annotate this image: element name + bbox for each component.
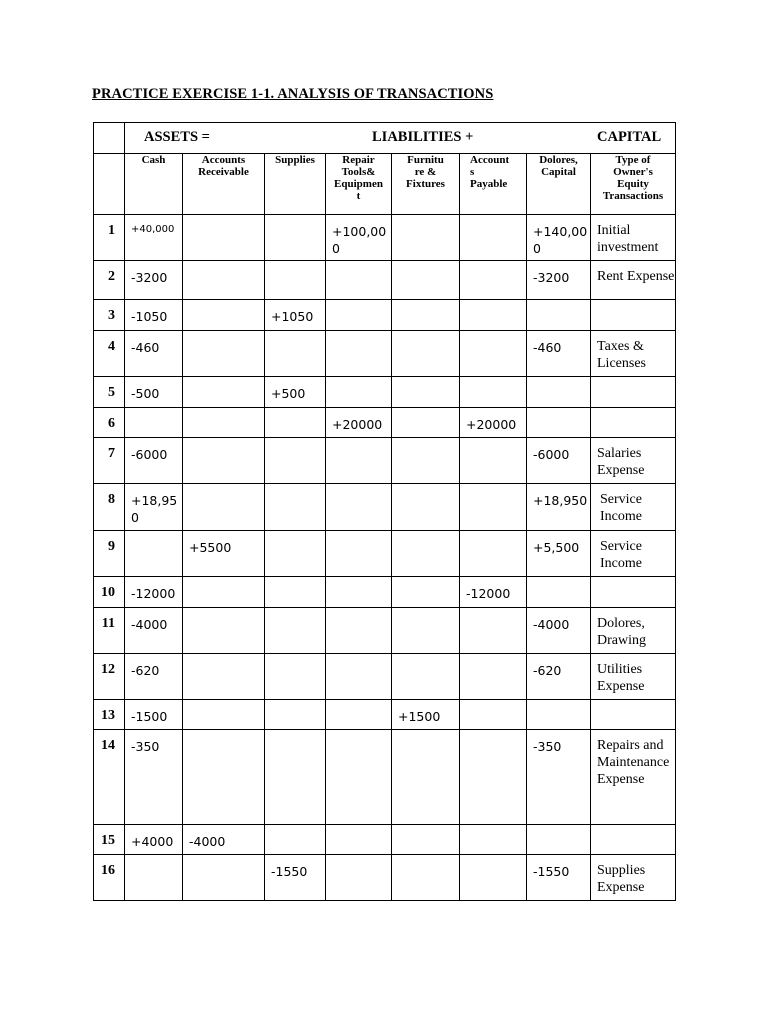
cell-cash: +40,000 — [125, 215, 183, 261]
cell-equity-type — [591, 577, 676, 608]
transaction-number: 7 — [94, 438, 125, 484]
equation-banner — [125, 123, 676, 154]
cell-receivable — [183, 331, 265, 377]
cell-equity-type: Supplies Expense — [591, 855, 676, 901]
cell-repair — [326, 654, 392, 700]
cell-capital: -4000 — [527, 608, 591, 654]
cell-equity-type: Service Income — [591, 531, 676, 577]
cell-repair — [326, 438, 392, 484]
cell-receivable: +5500 — [183, 531, 265, 577]
cell-capital: -3200 — [527, 261, 591, 300]
cell-payable — [460, 608, 527, 654]
cell-capital: -350 — [527, 730, 591, 825]
transaction-number: 11 — [94, 608, 125, 654]
cell-receivable — [183, 438, 265, 484]
cell-equity-type: Service Income — [591, 484, 676, 531]
header-corner-cell — [94, 154, 125, 215]
transaction-number: 12 — [94, 654, 125, 700]
cell-repair — [326, 531, 392, 577]
cell-capital: -620 — [527, 654, 591, 700]
cell-supplies — [265, 577, 326, 608]
cell-equity-type: Rent Expense — [591, 261, 676, 300]
cell-supplies: -1550 — [265, 855, 326, 901]
cell-equity-type — [591, 408, 676, 438]
transaction-number: 8 — [94, 484, 125, 531]
cell-cash: +18,950 — [125, 484, 183, 531]
cell-cash — [125, 408, 183, 438]
cell-cash: -350 — [125, 730, 183, 825]
cell-furniture — [392, 215, 460, 261]
transaction-number: 4 — [94, 331, 125, 377]
transaction-number: 15 — [94, 825, 125, 855]
table-row — [94, 377, 676, 408]
cell-cash: -3200 — [125, 261, 183, 300]
cell-equity-type: Utilities Expense — [591, 654, 676, 700]
cell-cash: -460 — [125, 331, 183, 377]
cell-cash: -1050 — [125, 300, 183, 331]
cell-payable: -12000 — [460, 577, 527, 608]
cell-supplies — [265, 825, 326, 855]
cell-payable: +20000 — [460, 408, 527, 438]
cell-supplies: +500 — [265, 377, 326, 408]
cell-furniture — [392, 331, 460, 377]
cell-payable — [460, 331, 527, 377]
cell-furniture: +1500 — [392, 700, 460, 730]
cell-furniture — [392, 825, 460, 855]
equation-banner-row — [94, 123, 676, 154]
column-header-row — [94, 154, 676, 215]
cell-supplies — [265, 215, 326, 261]
cell-capital — [527, 300, 591, 331]
cell-repair — [326, 700, 392, 730]
cell-capital — [527, 577, 591, 608]
cell-repair — [326, 608, 392, 654]
cell-receivable — [183, 261, 265, 300]
transaction-number: 6 — [94, 408, 125, 438]
cell-equity-type — [591, 700, 676, 730]
cell-capital — [527, 408, 591, 438]
cell-furniture — [392, 261, 460, 300]
cell-equity-type: Repairs and Maintenance Expense — [591, 730, 676, 825]
cell-supplies — [265, 654, 326, 700]
assets-label: ASSETS = — [144, 129, 210, 145]
cell-supplies — [265, 730, 326, 825]
cell-capital — [527, 377, 591, 408]
cell-furniture — [392, 608, 460, 654]
cell-payable — [460, 215, 527, 261]
table-row — [94, 215, 676, 261]
transaction-number: 10 — [94, 577, 125, 608]
cell-cash — [125, 855, 183, 901]
cell-capital — [527, 825, 591, 855]
cell-capital: +140,000 — [527, 215, 591, 261]
cell-payable — [460, 377, 527, 408]
cell-receivable — [183, 215, 265, 261]
cell-equity-type — [591, 377, 676, 408]
cell-capital: -460 — [527, 331, 591, 377]
cell-receivable — [183, 700, 265, 730]
transaction-number: 9 — [94, 531, 125, 577]
table-row — [94, 261, 676, 300]
cell-cash: -500 — [125, 377, 183, 408]
cell-payable — [460, 438, 527, 484]
cell-repair: +20000 — [326, 408, 392, 438]
cell-receivable — [183, 855, 265, 901]
cell-capital: -6000 — [527, 438, 591, 484]
header-furniture-fixtures: Furnitu re & Fixtures — [392, 154, 460, 215]
table-row — [94, 577, 676, 608]
table-row — [94, 608, 676, 654]
cell-furniture — [392, 654, 460, 700]
cell-repair — [326, 825, 392, 855]
cell-payable — [460, 654, 527, 700]
cell-receivable — [183, 730, 265, 825]
header-dolores-capital: Dolores, Capital — [527, 154, 591, 215]
cell-repair — [326, 577, 392, 608]
cell-payable — [460, 855, 527, 901]
table-row — [94, 438, 676, 484]
cell-capital: +18,950 — [527, 484, 591, 531]
cell-cash: -12000 — [125, 577, 183, 608]
cell-repair — [326, 855, 392, 901]
table-row — [94, 855, 676, 901]
cell-supplies — [265, 608, 326, 654]
cell-furniture — [392, 408, 460, 438]
cell-receivable — [183, 654, 265, 700]
cell-payable — [460, 825, 527, 855]
cell-cash: -6000 — [125, 438, 183, 484]
cell-supplies — [265, 408, 326, 438]
banner-corner-cell — [94, 123, 125, 154]
cell-payable — [460, 261, 527, 300]
cell-furniture — [392, 730, 460, 825]
table-row — [94, 300, 676, 331]
transaction-number: 5 — [94, 377, 125, 408]
cell-equity-type: Dolores, Drawing — [591, 608, 676, 654]
page-title: PRACTICE EXERCISE 1-1. ANALYSIS OF TRANSACTIONS — [92, 86, 494, 102]
transaction-number: 1 — [94, 215, 125, 261]
cell-supplies — [265, 261, 326, 300]
transaction-number: 2 — [94, 261, 125, 300]
cell-cash: -1500 — [125, 700, 183, 730]
cell-furniture — [392, 531, 460, 577]
cell-supplies — [265, 531, 326, 577]
cell-supplies — [265, 331, 326, 377]
table-row — [94, 654, 676, 700]
transaction-number: 14 — [94, 730, 125, 825]
cell-repair — [326, 484, 392, 531]
cell-equity-type — [591, 300, 676, 331]
table-row — [94, 825, 676, 855]
cell-repair: +100,000 — [326, 215, 392, 261]
cell-furniture — [392, 855, 460, 901]
cell-payable — [460, 484, 527, 531]
cell-receivable: -4000 — [183, 825, 265, 855]
cell-payable — [460, 700, 527, 730]
table-row — [94, 408, 676, 438]
cell-supplies — [265, 484, 326, 531]
cell-repair — [326, 377, 392, 408]
cell-repair — [326, 331, 392, 377]
header-equity-type: Type of Owner's Equity Transactions — [591, 154, 676, 215]
cell-cash: +4000 — [125, 825, 183, 855]
cell-payable — [460, 531, 527, 577]
cell-repair — [326, 300, 392, 331]
header-accounts-receivable: Accounts Receivable — [183, 154, 265, 215]
transactions-table — [93, 122, 676, 901]
header-repair-tools: Repair Tools& Equipmen t — [326, 154, 392, 215]
cell-payable — [460, 300, 527, 331]
cell-supplies — [265, 700, 326, 730]
header-supplies: Supplies — [265, 154, 326, 215]
cell-receivable — [183, 377, 265, 408]
transaction-number: 16 — [94, 855, 125, 901]
cell-equity-type: Salaries Expense — [591, 438, 676, 484]
cell-receivable — [183, 408, 265, 438]
cell-supplies — [265, 438, 326, 484]
table-row — [94, 700, 676, 730]
table-row — [94, 531, 676, 577]
cell-receivable — [183, 608, 265, 654]
cell-furniture — [392, 577, 460, 608]
liabilities-label: LIABILITIES + — [372, 129, 474, 145]
cell-furniture — [392, 377, 460, 408]
cell-furniture — [392, 484, 460, 531]
cell-capital — [527, 700, 591, 730]
transaction-number: 13 — [94, 700, 125, 730]
cell-repair — [326, 730, 392, 825]
cell-capital: -1550 — [527, 855, 591, 901]
capital-label: CAPITAL — [597, 129, 662, 145]
cell-furniture — [392, 300, 460, 331]
cell-supplies: +1050 — [265, 300, 326, 331]
cell-equity-type — [591, 825, 676, 855]
cell-receivable — [183, 577, 265, 608]
cell-capital: +5,500 — [527, 531, 591, 577]
header-accounts-payable: Account s Payable — [460, 154, 527, 215]
transaction-number: 3 — [94, 300, 125, 331]
table-row — [94, 484, 676, 531]
cell-cash: -620 — [125, 654, 183, 700]
table-row — [94, 730, 676, 825]
cell-cash — [125, 531, 183, 577]
cell-receivable — [183, 300, 265, 331]
cell-repair — [326, 261, 392, 300]
cell-equity-type: Taxes & Licenses — [591, 331, 676, 377]
cell-receivable — [183, 484, 265, 531]
cell-furniture — [392, 438, 460, 484]
cell-cash: -4000 — [125, 608, 183, 654]
table-row — [94, 331, 676, 377]
cell-equity-type: Initial investment — [591, 215, 676, 261]
header-cash: Cash — [125, 154, 183, 215]
cell-payable — [460, 730, 527, 825]
